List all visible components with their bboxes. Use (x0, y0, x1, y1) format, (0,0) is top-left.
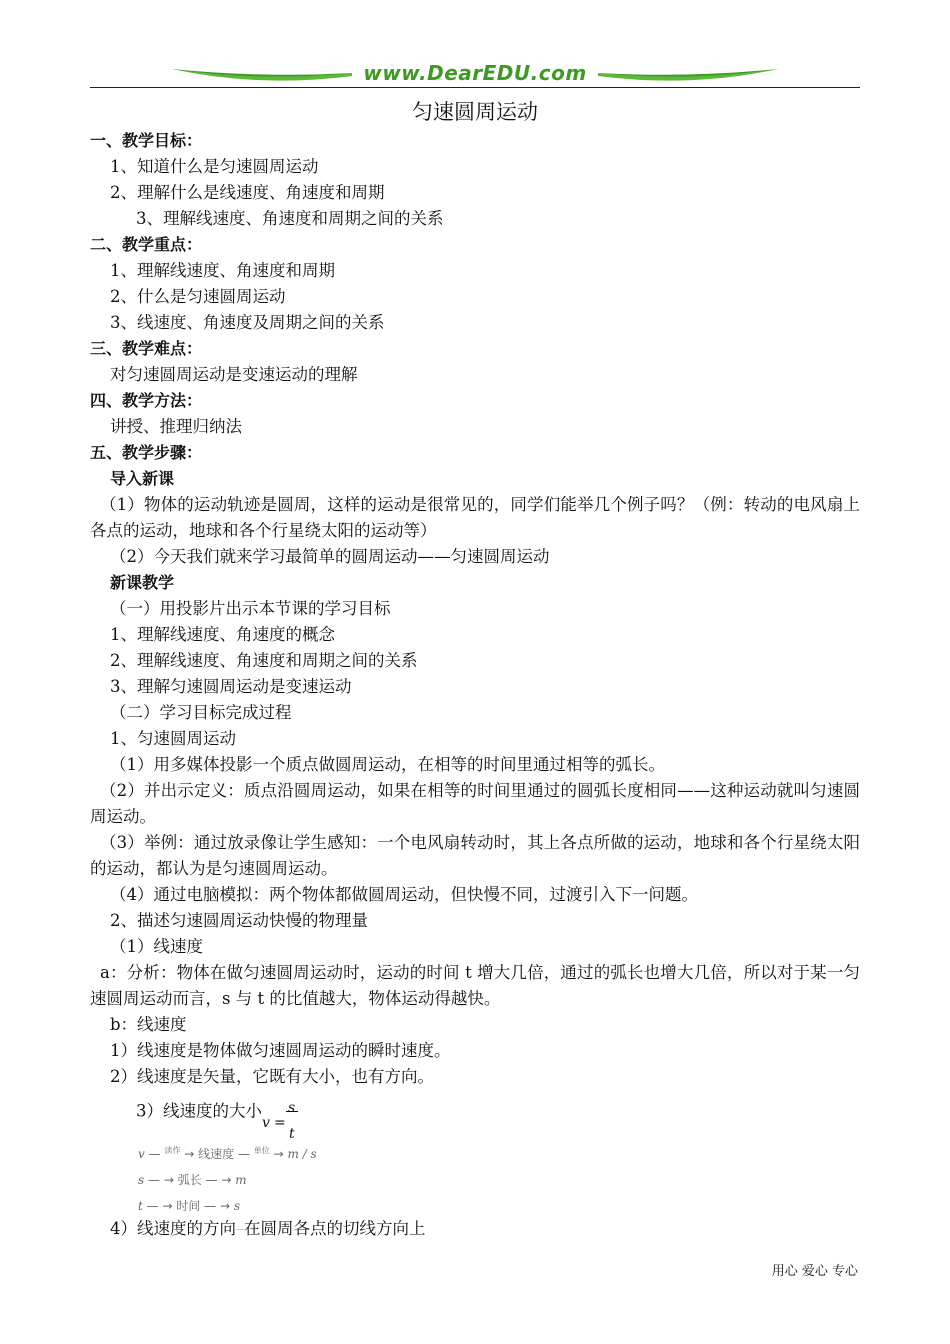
text-line: 对匀速圆周运动是变速运动的理解 (110, 365, 358, 384)
arrow-icon: → (180, 1147, 199, 1161)
dash: — (201, 1173, 222, 1187)
text-line: 2、什么是匀速圆周运动 (110, 287, 286, 306)
formula-denominator: t (289, 1126, 295, 1142)
section-heading: 新课教学 (110, 573, 175, 592)
text-line: 3、理解线速度、角速度和周期之间的关系 (136, 209, 444, 228)
dash: — (144, 1173, 164, 1187)
text-line: 1、理解线速度、角速度的概念 (110, 625, 335, 644)
legend-symbol: s (138, 1173, 145, 1187)
legend-unit: m / s (287, 1147, 317, 1161)
formula-label: 3）线速度的大小 (136, 1101, 262, 1121)
site-logo[interactable]: www.DearEDU.com (363, 61, 587, 85)
section-heading: 一、教学目标： (90, 131, 203, 150)
text-line: 1、知道什么是匀速圆周运动 (110, 157, 319, 176)
footer-slogan: 用心 爱心 专心 (771, 1264, 858, 1279)
legend-note: 读作 (164, 1146, 181, 1155)
section-heading: 二、教学重点： (90, 235, 203, 254)
text-lines (90, 128, 860, 1090)
legend-unit: m (235, 1173, 247, 1187)
text-line: 1、理解线速度、角速度和周期 (110, 261, 335, 280)
legend-unit: s (233, 1199, 241, 1213)
text-line: 1、匀速圆周运动 (110, 729, 236, 748)
legend-quantity: 时间 (176, 1199, 201, 1213)
section-heading: 三、教学难点： (90, 339, 203, 358)
formula-v: v (262, 1115, 270, 1131)
text-line: （二）学习目标完成过程 (110, 703, 292, 722)
dash: — (144, 1147, 165, 1161)
text-line: （2）今天我们就来学习最简单的圆周运动——匀速圆周运动 (110, 547, 550, 566)
text-line: （4）通过电脑模拟：两个物体都做圆周运动，但快慢不同，过渡引入下一问题。 (110, 885, 698, 904)
dash: — (142, 1199, 163, 1213)
direction-line (90, 1216, 860, 1242)
arrow-icon: → (269, 1147, 288, 1161)
text-line: （1）物体的运动轨迹是圆周，这样的运动是很常见的，同学们能举几个例子吗？（例：转动的电风扇上各点的运动，地球和各个行星绕太阳的运动等） (90, 495, 860, 540)
dash: — (200, 1199, 220, 1213)
legend-quantity: 线速度 (198, 1147, 235, 1161)
text-line: 3、线速度、角速度及周期之间的关系 (110, 313, 385, 332)
text-line: 3、理解匀速圆周运动是变速运动 (110, 677, 352, 696)
velocity-formula (262, 1090, 302, 1142)
arrow-icon: → (220, 1199, 234, 1213)
text-line: （1）用多媒体投影一个质点做圆周运动，在相等的时间里通过相等的弧长。 (110, 755, 665, 774)
legend-row (90, 1164, 860, 1190)
legend-row (90, 1138, 860, 1164)
header-rule (90, 87, 860, 88)
arrow-icon: → (163, 1173, 178, 1187)
legend-quantity: 弧长 (177, 1173, 202, 1187)
text-line: （2）并出示定义：质点沿圆周运动，如果在相等的时间里通过的圆弧长度相同——这种运动就叫匀速圆周运动。 (90, 781, 860, 826)
text-line: （一）用投影片出示本节课的学习目标 (110, 599, 391, 618)
section-heading: 导入新课 (110, 469, 175, 488)
text-line: 2）线速度是矢量，它既有大小，也有方向。 (110, 1067, 434, 1086)
dash: — (234, 1147, 254, 1161)
formula-equals: = (274, 1115, 286, 1131)
direction-label: 4）线速度的方向 (110, 1219, 236, 1238)
unit-legend (90, 1138, 860, 1216)
direction-text: 在圆周各点的切线方向上 (244, 1219, 426, 1238)
legend-symbol: v (138, 1147, 145, 1161)
arrow-icon: → (221, 1173, 236, 1187)
legend-note: 单位 (253, 1146, 270, 1155)
section-heading: 四、教学方法： (90, 391, 203, 410)
legend-row (90, 1190, 860, 1216)
text-line: （3）举例：通过放录像让学生感知：一个电风扇转动时，其上各点所做的运动，地球和各个行星绕太阳的运动，都认为是匀速圆周运动。 (90, 833, 860, 878)
fraction-bar (286, 1111, 298, 1112)
text-line: 讲授、推理归纳法 (110, 417, 242, 436)
document-body (90, 128, 860, 1242)
text-line: （1）线速度 (110, 937, 203, 956)
text-line: 2、描述匀速圆周运动快慢的物理量 (110, 911, 368, 930)
text-line: 2、理解什么是线速度、角速度和周期 (110, 183, 385, 202)
arrow-icon: → (162, 1199, 177, 1213)
formula-line (90, 1090, 860, 1142)
formula-numerator: s (288, 1100, 296, 1116)
text-line: 2、理解线速度、角速度和周期之间的关系 (110, 651, 418, 670)
legend-symbol: t (138, 1199, 143, 1213)
text-line: 1）线速度是物体做匀速圆周运动的瞬时速度。 (110, 1041, 451, 1060)
faint-dash (236, 1229, 244, 1230)
text-line: b：线速度 (110, 1015, 187, 1034)
section-heading: 五、教学步骤： (90, 443, 203, 462)
text-line: a：分析：物体在做匀速圆周运动时，运动的时间 t 增大几倍，通过的弧长也增大几倍，所以对于某一匀速圆周运动而言，s 与 t 的比值越大，物体运动得越快。 (90, 963, 860, 1008)
page-title: 匀速圆周运动 (412, 100, 538, 124)
